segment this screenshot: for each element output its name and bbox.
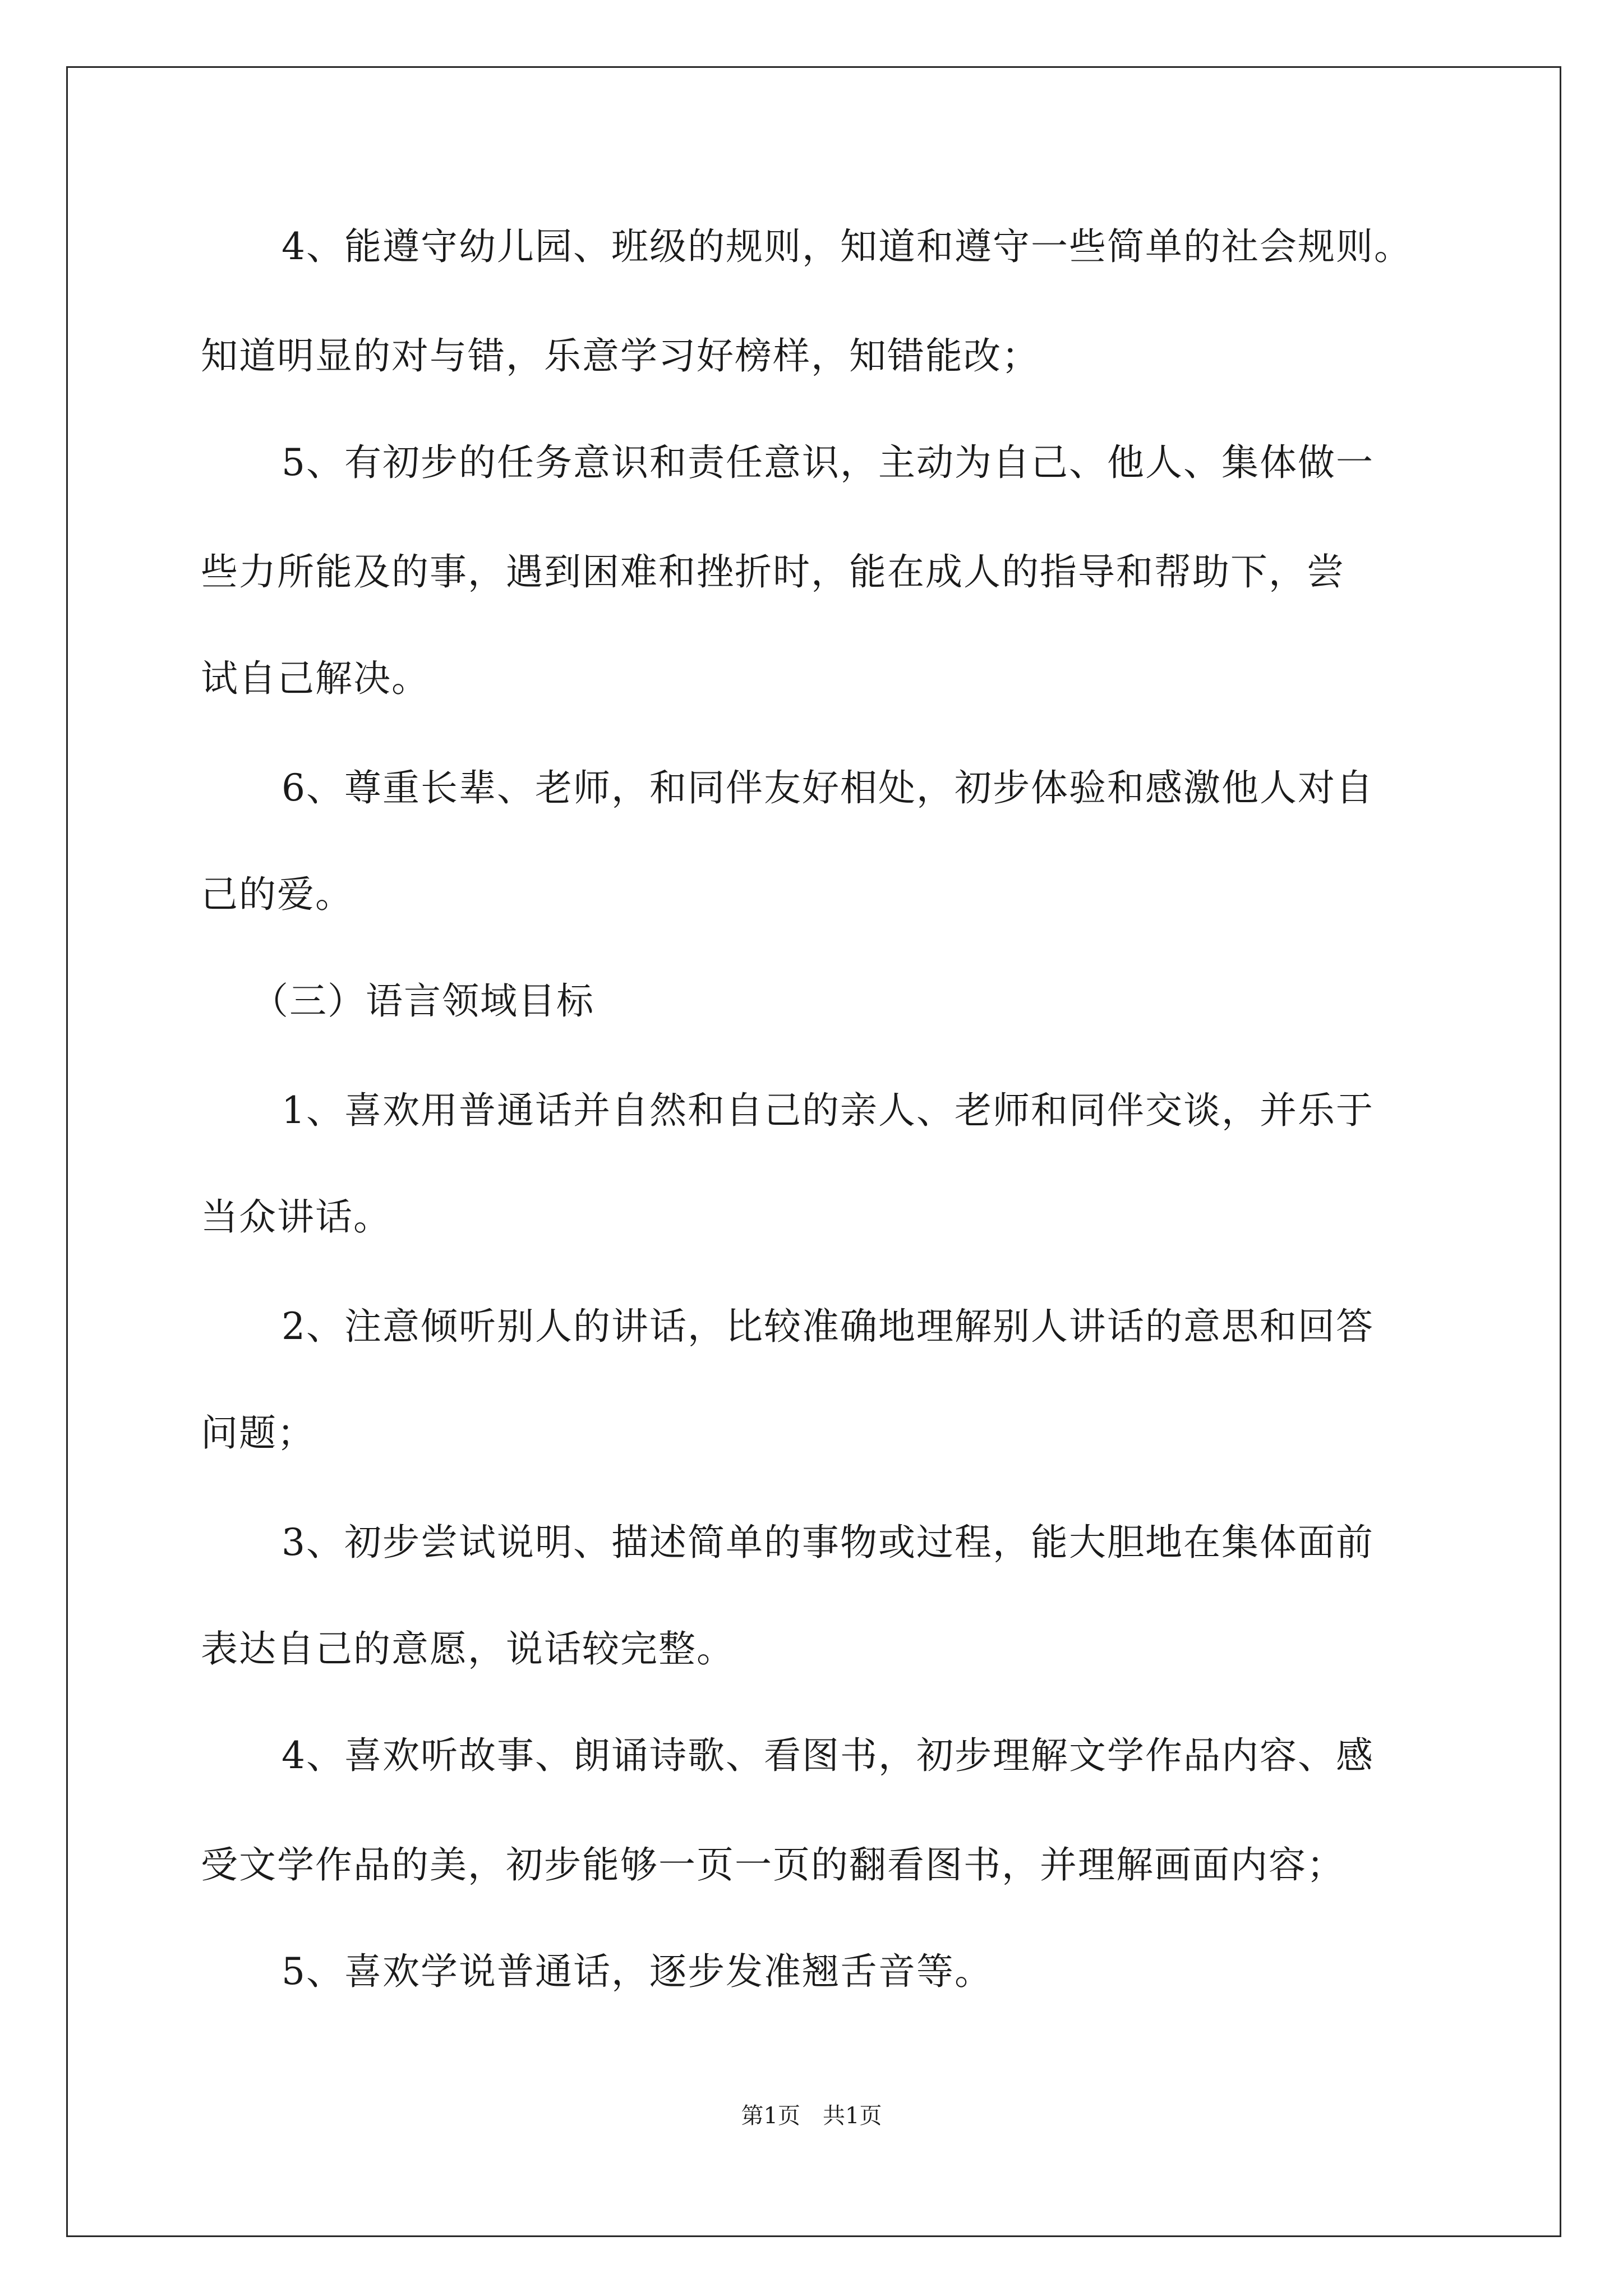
page-footer xyxy=(0,2102,1623,2130)
paragraph-line: 5、有初步的任务意识和责任意识，主动为自己、他人、集体做一 xyxy=(282,441,1374,484)
paragraph-line: 4、喜欢听故事、朗诵诗歌、看图书，初步理解文学作品内容、感 xyxy=(282,1734,1374,1777)
paragraph-line: 己的爱。 xyxy=(201,873,353,916)
page-border xyxy=(66,66,1561,2237)
paragraph-line: 6、尊重长辈、老师，和同伴友好相处，初步体验和感激他人对自 xyxy=(282,766,1374,809)
paragraph-line: 当众讲话。 xyxy=(201,1195,391,1239)
paragraph-line: 受文学作品的美，初步能够一页一页的翻看图书，并理解画面内容； xyxy=(201,1843,1345,1887)
paragraph-line: 问题； xyxy=(201,1411,315,1455)
paragraph-line: 表达自己的意愿，说话较完整。 xyxy=(201,1627,735,1671)
paragraph-line: 2、注意倾听别人的讲话，比较准确地理解别人讲话的意思和回答 xyxy=(282,1305,1374,1348)
page-total: 共1页 xyxy=(823,2103,882,2129)
page-number: 第1页 xyxy=(741,2103,800,2129)
paragraph-line: 些力所能及的事，遇到困难和挫折时，能在成人的指导和帮助下，尝 xyxy=(201,550,1345,593)
section-heading: （三）语言领域目标 xyxy=(251,979,594,1023)
paragraph-line: 4、能遵守幼儿园、班级的规则，知道和遵守一些简单的社会规则。 xyxy=(282,225,1412,268)
paragraph-line: 试自己解决。 xyxy=(201,657,430,700)
paragraph-line: 5、喜欢学说普通话，逐步发准翘舌音等。 xyxy=(282,1950,993,1993)
paragraph-line: 3、初步尝试说明、描述简单的事物或过程，能大胆地在集体面前 xyxy=(282,1521,1374,1564)
paragraph-line: 知道明显的对与错，乐意学习好榜样，知错能改； xyxy=(201,334,1040,378)
paragraph-line: 1、喜欢用普通话并自然和自己的亲人、老师和同伴交谈，并乐于 xyxy=(282,1089,1374,1132)
